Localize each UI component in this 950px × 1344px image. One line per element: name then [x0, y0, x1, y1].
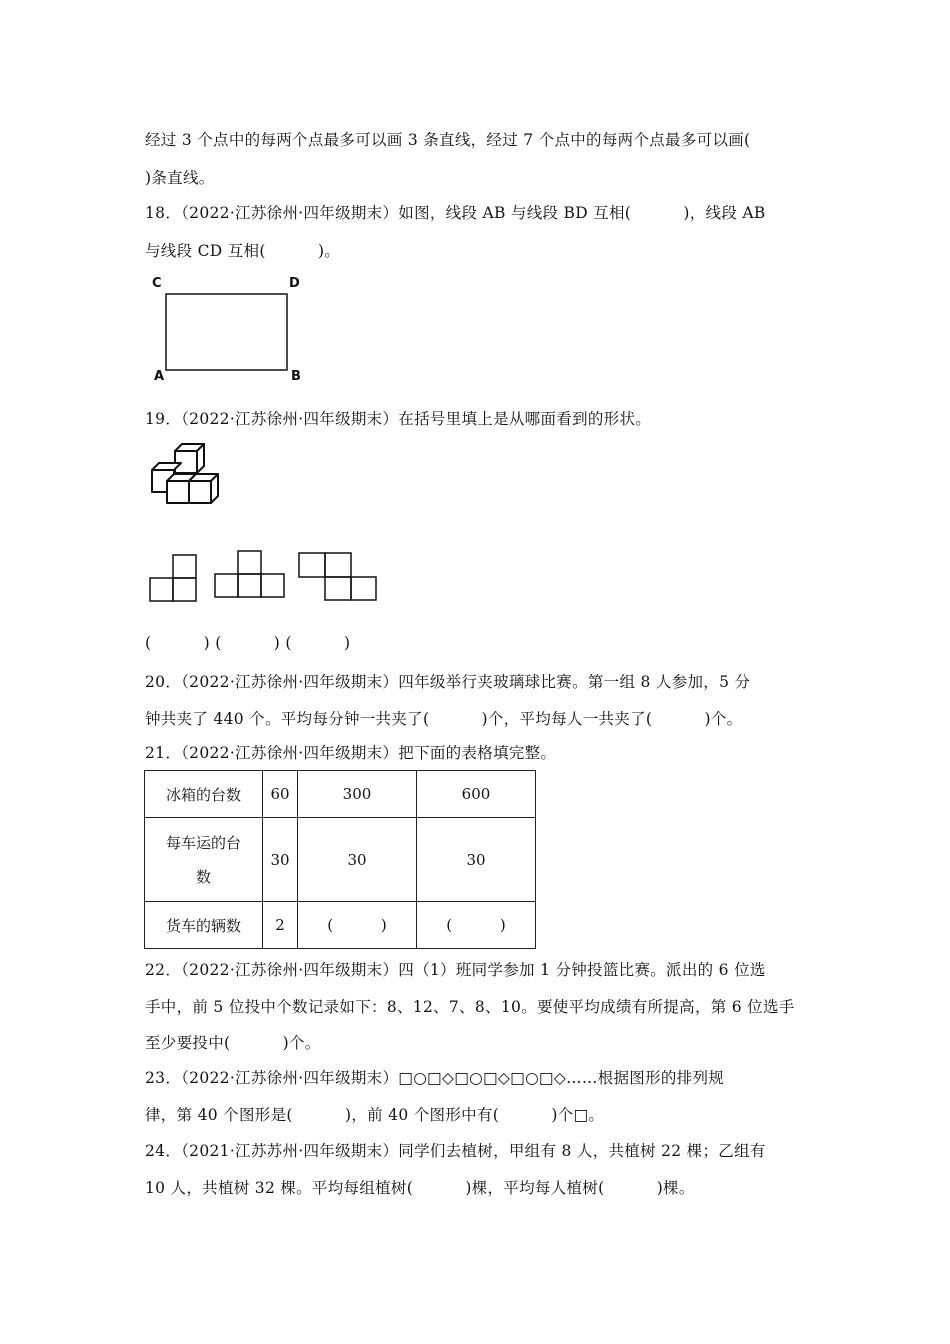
- point-c-label: C: [152, 276, 162, 291]
- q18-line1: 18．（2022·江苏徐州·四年级期末）如图，线段 AB 与线段 BD 互相( )，线段 AB: [145, 204, 766, 222]
- label-line: 每车运的台: [165, 833, 241, 852]
- table-cell: 30: [298, 818, 417, 902]
- q20-line1: 20．（2022·江苏徐州·四年级期末）四年级举行夹玻璃球比赛。第一组 8 人参加，5 分: [145, 673, 751, 691]
- q24-line1: 24．（2021·江苏苏州·四年级期末）同学们去植树，甲组有 8 人，共植树 22 棵；乙组有: [145, 1142, 766, 1160]
- q17-line1: 经过 3 个点中的每两个点最多可以画 3 条直线，经过 7 个点中的每两个点最多可以画(: [145, 131, 751, 149]
- label-line: 数: [195, 867, 211, 886]
- view-shape-3: [296, 551, 380, 603]
- q23-line2: 律，第 40 个图形是( )，前 40 个图形中有( )个□。: [145, 1106, 605, 1124]
- q20-line2: 钟共夹了 440 个。平均每分钟一共夹了( )个，平均每人一共夹了( )个。: [145, 710, 743, 728]
- q24-line2: 10 人，共植树 32 棵。平均每组植树( )棵，平均每人植树( )棵。: [145, 1179, 695, 1197]
- table-cell-label-fridges: 冰箱的台数: [145, 771, 263, 818]
- q19-answer-blanks[interactable]: ( ) ( ) ( ): [145, 634, 351, 652]
- point-d-label: D: [289, 276, 300, 291]
- point-a-label: A: [154, 369, 165, 384]
- q17-line2: )条直线。: [145, 169, 215, 187]
- point-b-label: B: [291, 369, 301, 384]
- view-shape-2: [213, 548, 287, 600]
- q22-line2: 手中，前 5 位投中个数记录如下：8、12、7、8、10。要使平均成绩有所提高，第 6 位选手: [145, 998, 795, 1016]
- table-cell: 60: [263, 771, 298, 818]
- q23-line1: 23．（2022·江苏徐州·四年级期末）□○□◇□○□◇□○□◇……根据图形的排列规: [145, 1069, 725, 1087]
- rectangle-shape: [166, 294, 287, 370]
- fill-table: [144, 770, 536, 949]
- table-cell-label-per-truck: [145, 818, 263, 902]
- table-cell: 600: [417, 771, 536, 818]
- table-cell: 30: [417, 818, 536, 902]
- cube-stack-figure: [148, 440, 228, 510]
- table-cell-answer-blank[interactable]: ( ): [298, 902, 417, 949]
- table-cell-label-trucks: 货车的辆数: [145, 902, 263, 949]
- q18-line2: 与线段 CD 互相( )。: [145, 242, 341, 260]
- table-cell: 300: [298, 771, 417, 818]
- table-cell-answer-blank[interactable]: ( ): [417, 902, 536, 949]
- q22-line3: 至少要投中( )个。: [145, 1034, 321, 1052]
- q22-line1: 22．（2022·江苏徐州·四年级期末）四（1）班同学参加 1 分钟投篮比赛。派出的 6 位选: [145, 961, 766, 979]
- table-cell: 30: [263, 818, 298, 902]
- q21-line1: 21．（2022·江苏徐州·四年级期末）把下面的表格填完整。: [145, 744, 557, 762]
- q19-line1: 19．（2022·江苏徐州·四年级期末）在括号里填上是从哪面看到的形状。: [145, 410, 652, 428]
- view-shape-1: [148, 553, 200, 603]
- table-cell: 2: [263, 902, 298, 949]
- rectangle-figure: [150, 275, 310, 390]
